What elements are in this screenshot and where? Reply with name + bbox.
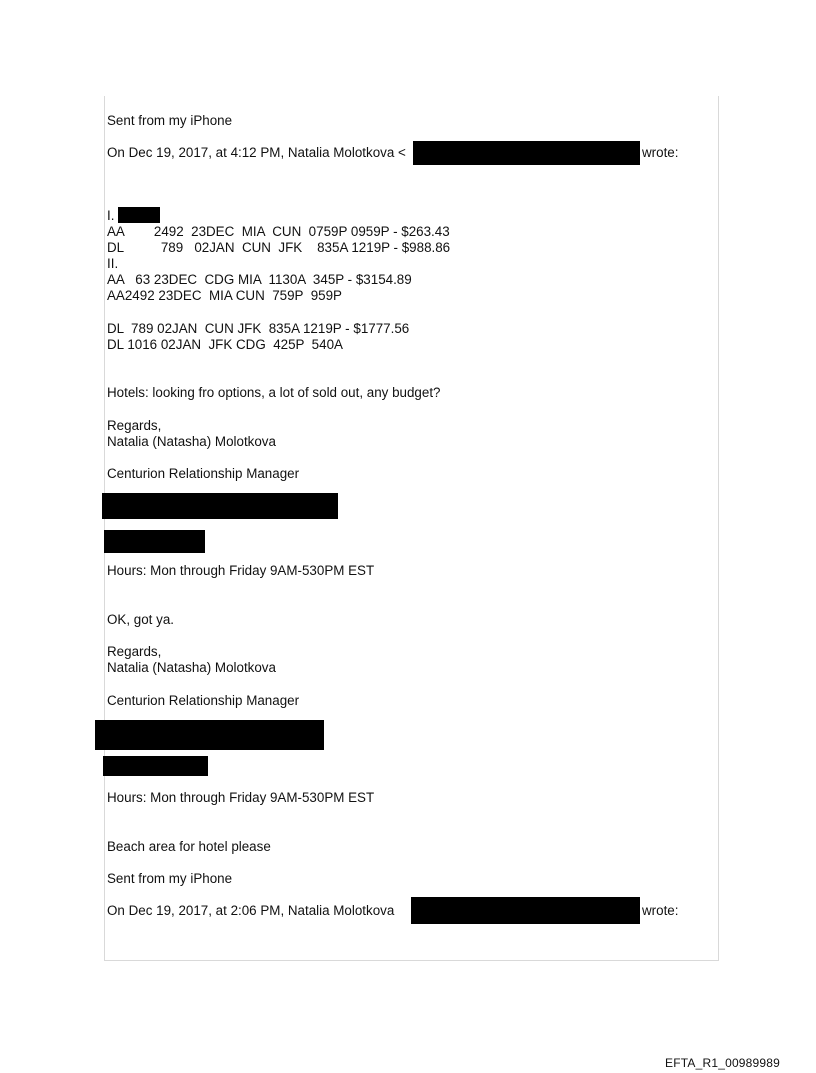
signature-title: Centurion Relationship Manager (107, 466, 300, 481)
flight-line: AA 2492 23DEC MIA CUN 0759P 0959P - $263.43 (107, 224, 450, 239)
signature-name: Natalia (Natasha) Molotkova (107, 660, 276, 675)
reply-header-prefix: On Dec 19, 2017, at 4:12 PM, Natalia Molotkova < (107, 145, 406, 160)
sent-from-iphone: Sent from my iPhone (107, 113, 233, 128)
reply-header-suffix: wrote: (642, 145, 679, 160)
option-label: II. (107, 256, 119, 271)
sent-from-iphone: Sent from my iPhone (107, 871, 233, 886)
flight-line: AA 63 23DEC CDG MIA 1130A 345P - $3154.89 (107, 272, 412, 287)
redaction-bar (103, 756, 208, 776)
hotels-text: Hotels: looking fro options, a lot of sold out, any budget? (107, 385, 441, 400)
option-label: I. (107, 208, 115, 223)
reply-text: OK, got ya. (107, 612, 174, 627)
document-id: EFTA_R1_00989989 (665, 1056, 781, 1070)
flight-line: AA2492 23DEC MIA CUN 759P 959P (107, 288, 342, 303)
signature-hours: Hours: Mon through Friday 9AM-530PM EST (107, 790, 375, 805)
signature-regards: Regards, (107, 418, 162, 433)
redaction-bar (104, 530, 205, 553)
redaction-bar (411, 897, 640, 924)
signature-title: Centurion Relationship Manager (107, 693, 300, 708)
redaction-bar (118, 207, 160, 223)
reply-text: Beach area for hotel please (107, 839, 271, 854)
redaction-bar (102, 493, 338, 519)
signature-name: Natalia (Natasha) Molotkova (107, 434, 276, 449)
flight-line: DL 789 02JAN CUN JFK 835A 1219P - $1777.56 (107, 321, 410, 336)
signature-hours: Hours: Mon through Friday 9AM-530PM EST (107, 563, 375, 578)
signature-regards: Regards, (107, 644, 162, 659)
redaction-bar (95, 720, 324, 750)
reply-header-prefix: On Dec 19, 2017, at 2:06 PM, Natalia Molotkova (107, 903, 395, 918)
flight-line: DL 1016 02JAN JFK CDG 425P 540A (107, 337, 343, 352)
reply-header-suffix: wrote: (642, 903, 679, 918)
redaction-bar (413, 141, 640, 165)
flight-line: DL 789 02JAN CUN JFK 835A 1219P - $988.86 (107, 240, 451, 255)
